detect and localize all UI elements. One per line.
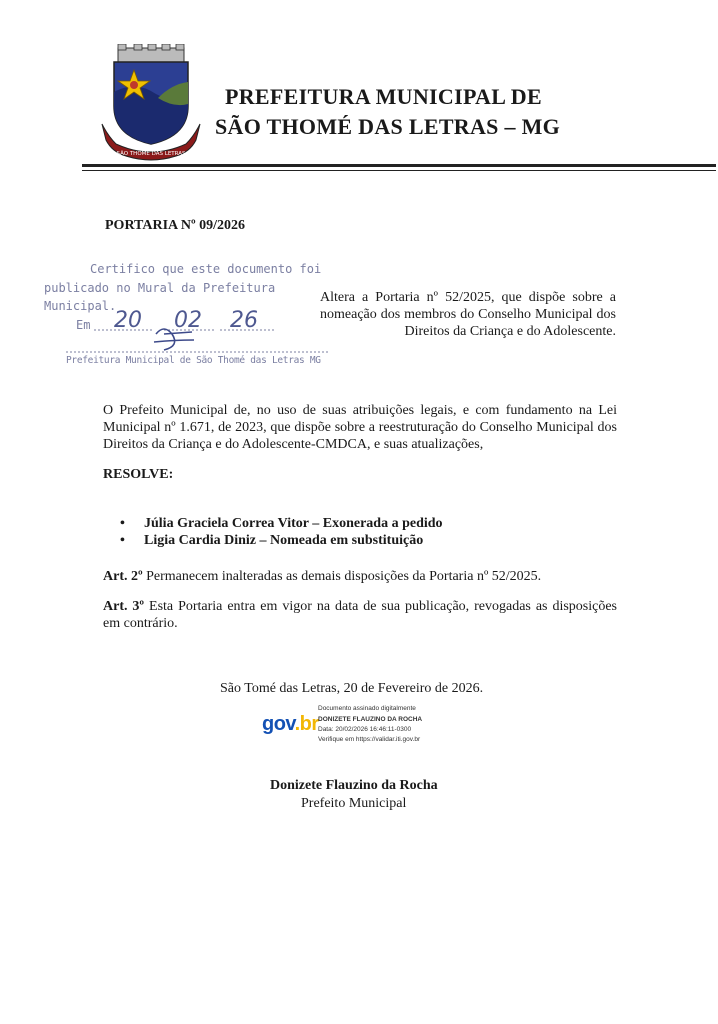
- list-item-text: Ligia Cardia Diniz – Nomeada em substituição: [144, 533, 424, 548]
- signer-role: Prefeito Municipal: [301, 796, 407, 811]
- signature-date: Data: 20/02/2026 16:46:11-0300: [318, 726, 412, 733]
- municipal-crest-logo: [96, 44, 206, 162]
- govbr-logo-br: .br: [294, 713, 319, 735]
- stamp-line-1: Certifico que este documento foi: [90, 262, 322, 276]
- resolve-heading: RESOLVE:: [103, 467, 174, 482]
- list-item: [120, 516, 443, 532]
- ementa-summary: Altera a Portaria nº 52/2025, que dispõe sobre a nomeação dos membros do Conselho Municipal dos Direitos da Criança e do Adolescente.: [320, 290, 616, 339]
- stamp-date-day: 20: [114, 308, 142, 333]
- bullet-marker: •: [120, 533, 125, 548]
- preamble-paragraph: O Prefeito Municipal de, no uso de suas atribuições legais, e com fundamento na Lei Municipal nº 1.671, de 2023, que dispõe sobre a reestruturação do Conselho Municipal dos Direitos da Criança e do Adolescente-CMDCA, e suas atualizações,: [103, 403, 617, 452]
- crest-ribbon-text: SÃO THOMÉ DAS LETRAS: [116, 151, 186, 157]
- stamp-date-year: 26: [230, 308, 258, 333]
- list-item-text: Júlia Graciela Correa Vitor – Exonerada a pedido: [144, 516, 443, 531]
- publication-stamp: [44, 262, 334, 372]
- header-divider-thick: [82, 164, 716, 167]
- document-title: PORTARIA Nº 09/2026: [105, 218, 245, 233]
- govbr-logo: [262, 713, 319, 736]
- header-title-line-2: SÃO THOMÉ DAS LETRAS – MG: [215, 114, 561, 139]
- signature-signer: DONIZETE FLAUZINO DA ROCHA: [318, 716, 423, 723]
- govbr-logo-gov: gov: [262, 713, 295, 735]
- header-title-line-1: PREFEITURA MUNICIPAL DE: [225, 84, 542, 109]
- stamp-footer: Prefeitura Municipal de São Thomé das Letras MG: [66, 355, 321, 366]
- article-3-text: Esta Portaria entra em vigor na data de sua publicação, revogadas as disposições em contrário.: [103, 599, 617, 631]
- article-2: [103, 568, 617, 585]
- signature-verify-link[interactable]: Verifique em https://validar.iti.gov.br: [318, 736, 421, 743]
- place-and-date: São Tomé das Letras, 20 de Fevereiro de 2026.: [220, 681, 484, 696]
- article-2-text: Permanecem inalteradas as demais disposições da Portaria nº 52/2025.: [146, 569, 542, 584]
- stamp-line-3: Municipal.: [44, 299, 117, 313]
- stamp-em-label: Em: [76, 318, 91, 332]
- signer-name: Donizete Flauzino da Rocha: [270, 778, 438, 793]
- stamp-date-month: 02: [174, 308, 202, 333]
- list-item: [120, 533, 423, 549]
- header-divider-thin: [82, 170, 716, 171]
- article-2-label: Art. 2º: [103, 569, 143, 584]
- signature-caption: Documento assinado digitalmente: [318, 705, 416, 712]
- stamp-line-2: publicado no Mural da Prefeitura: [44, 281, 276, 295]
- bullet-marker: •: [120, 516, 125, 531]
- article-3-label: Art. 3º: [103, 599, 145, 614]
- article-3: [103, 598, 617, 632]
